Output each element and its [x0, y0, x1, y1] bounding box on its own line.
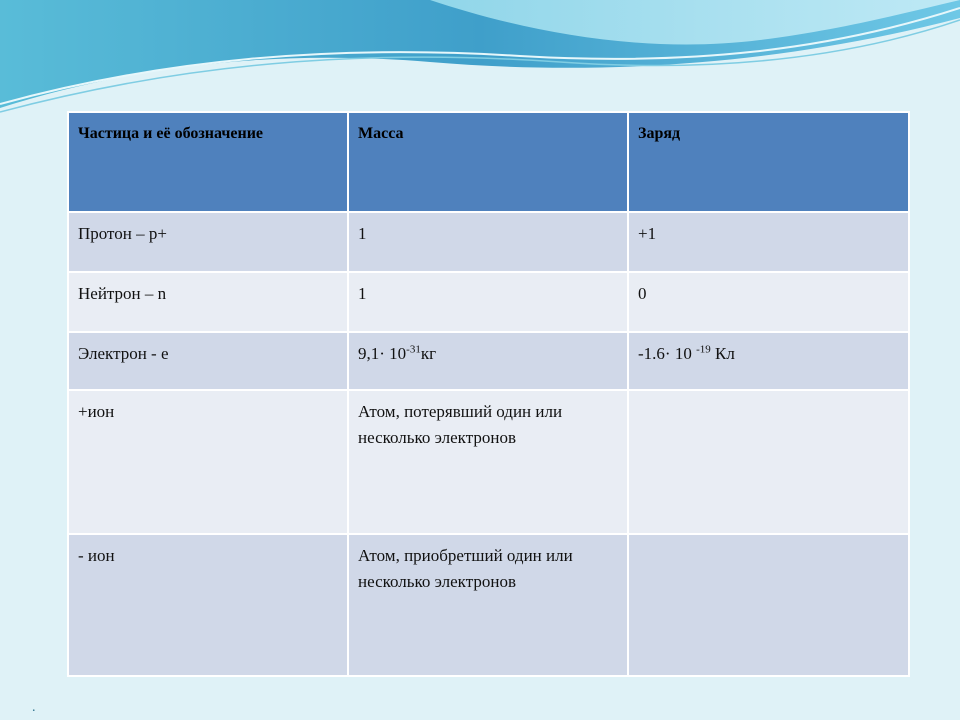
cell-mass: Атом, потерявший один или несколько электронов	[348, 390, 628, 534]
particles-table	[67, 111, 910, 677]
header-mass: Масса	[348, 112, 628, 212]
charge-base: -1.6· 10	[638, 344, 697, 363]
table-row	[68, 534, 909, 676]
charge-unit: Кл	[710, 344, 735, 363]
table-row	[68, 390, 909, 534]
footer-mark: .	[32, 700, 36, 715]
cell-mass	[348, 332, 628, 390]
table-row	[68, 332, 909, 390]
cell-particle: - ион	[68, 534, 348, 676]
cell-particle: Электрон - е	[68, 332, 348, 390]
cell-particle: Нейтрон – n	[68, 272, 348, 332]
cell-charge	[628, 390, 909, 534]
cell-charge	[628, 534, 909, 676]
table-row	[68, 212, 909, 272]
mass-exponent: -31	[406, 343, 421, 356]
header-charge: Заряд	[628, 112, 909, 212]
cell-particle: +ион	[68, 390, 348, 534]
table-header-row	[68, 112, 909, 212]
cell-particle: Протон – р+	[68, 212, 348, 272]
cell-mass: 1	[348, 212, 628, 272]
cell-mass: 1	[348, 272, 628, 332]
mass-base: 9,1· 10	[358, 344, 407, 363]
cell-charge	[628, 332, 909, 390]
cell-charge: +1	[628, 212, 909, 272]
cell-mass: Атом, приобретший один или несколько электронов	[348, 534, 628, 676]
cell-charge: 0	[628, 272, 909, 332]
table-row	[68, 272, 909, 332]
header-particle: Частица и её обозначение	[68, 112, 348, 212]
mass-unit: кг	[420, 344, 437, 363]
header-wave-decoration	[0, 0, 960, 120]
charge-exponent: -19	[696, 343, 711, 356]
